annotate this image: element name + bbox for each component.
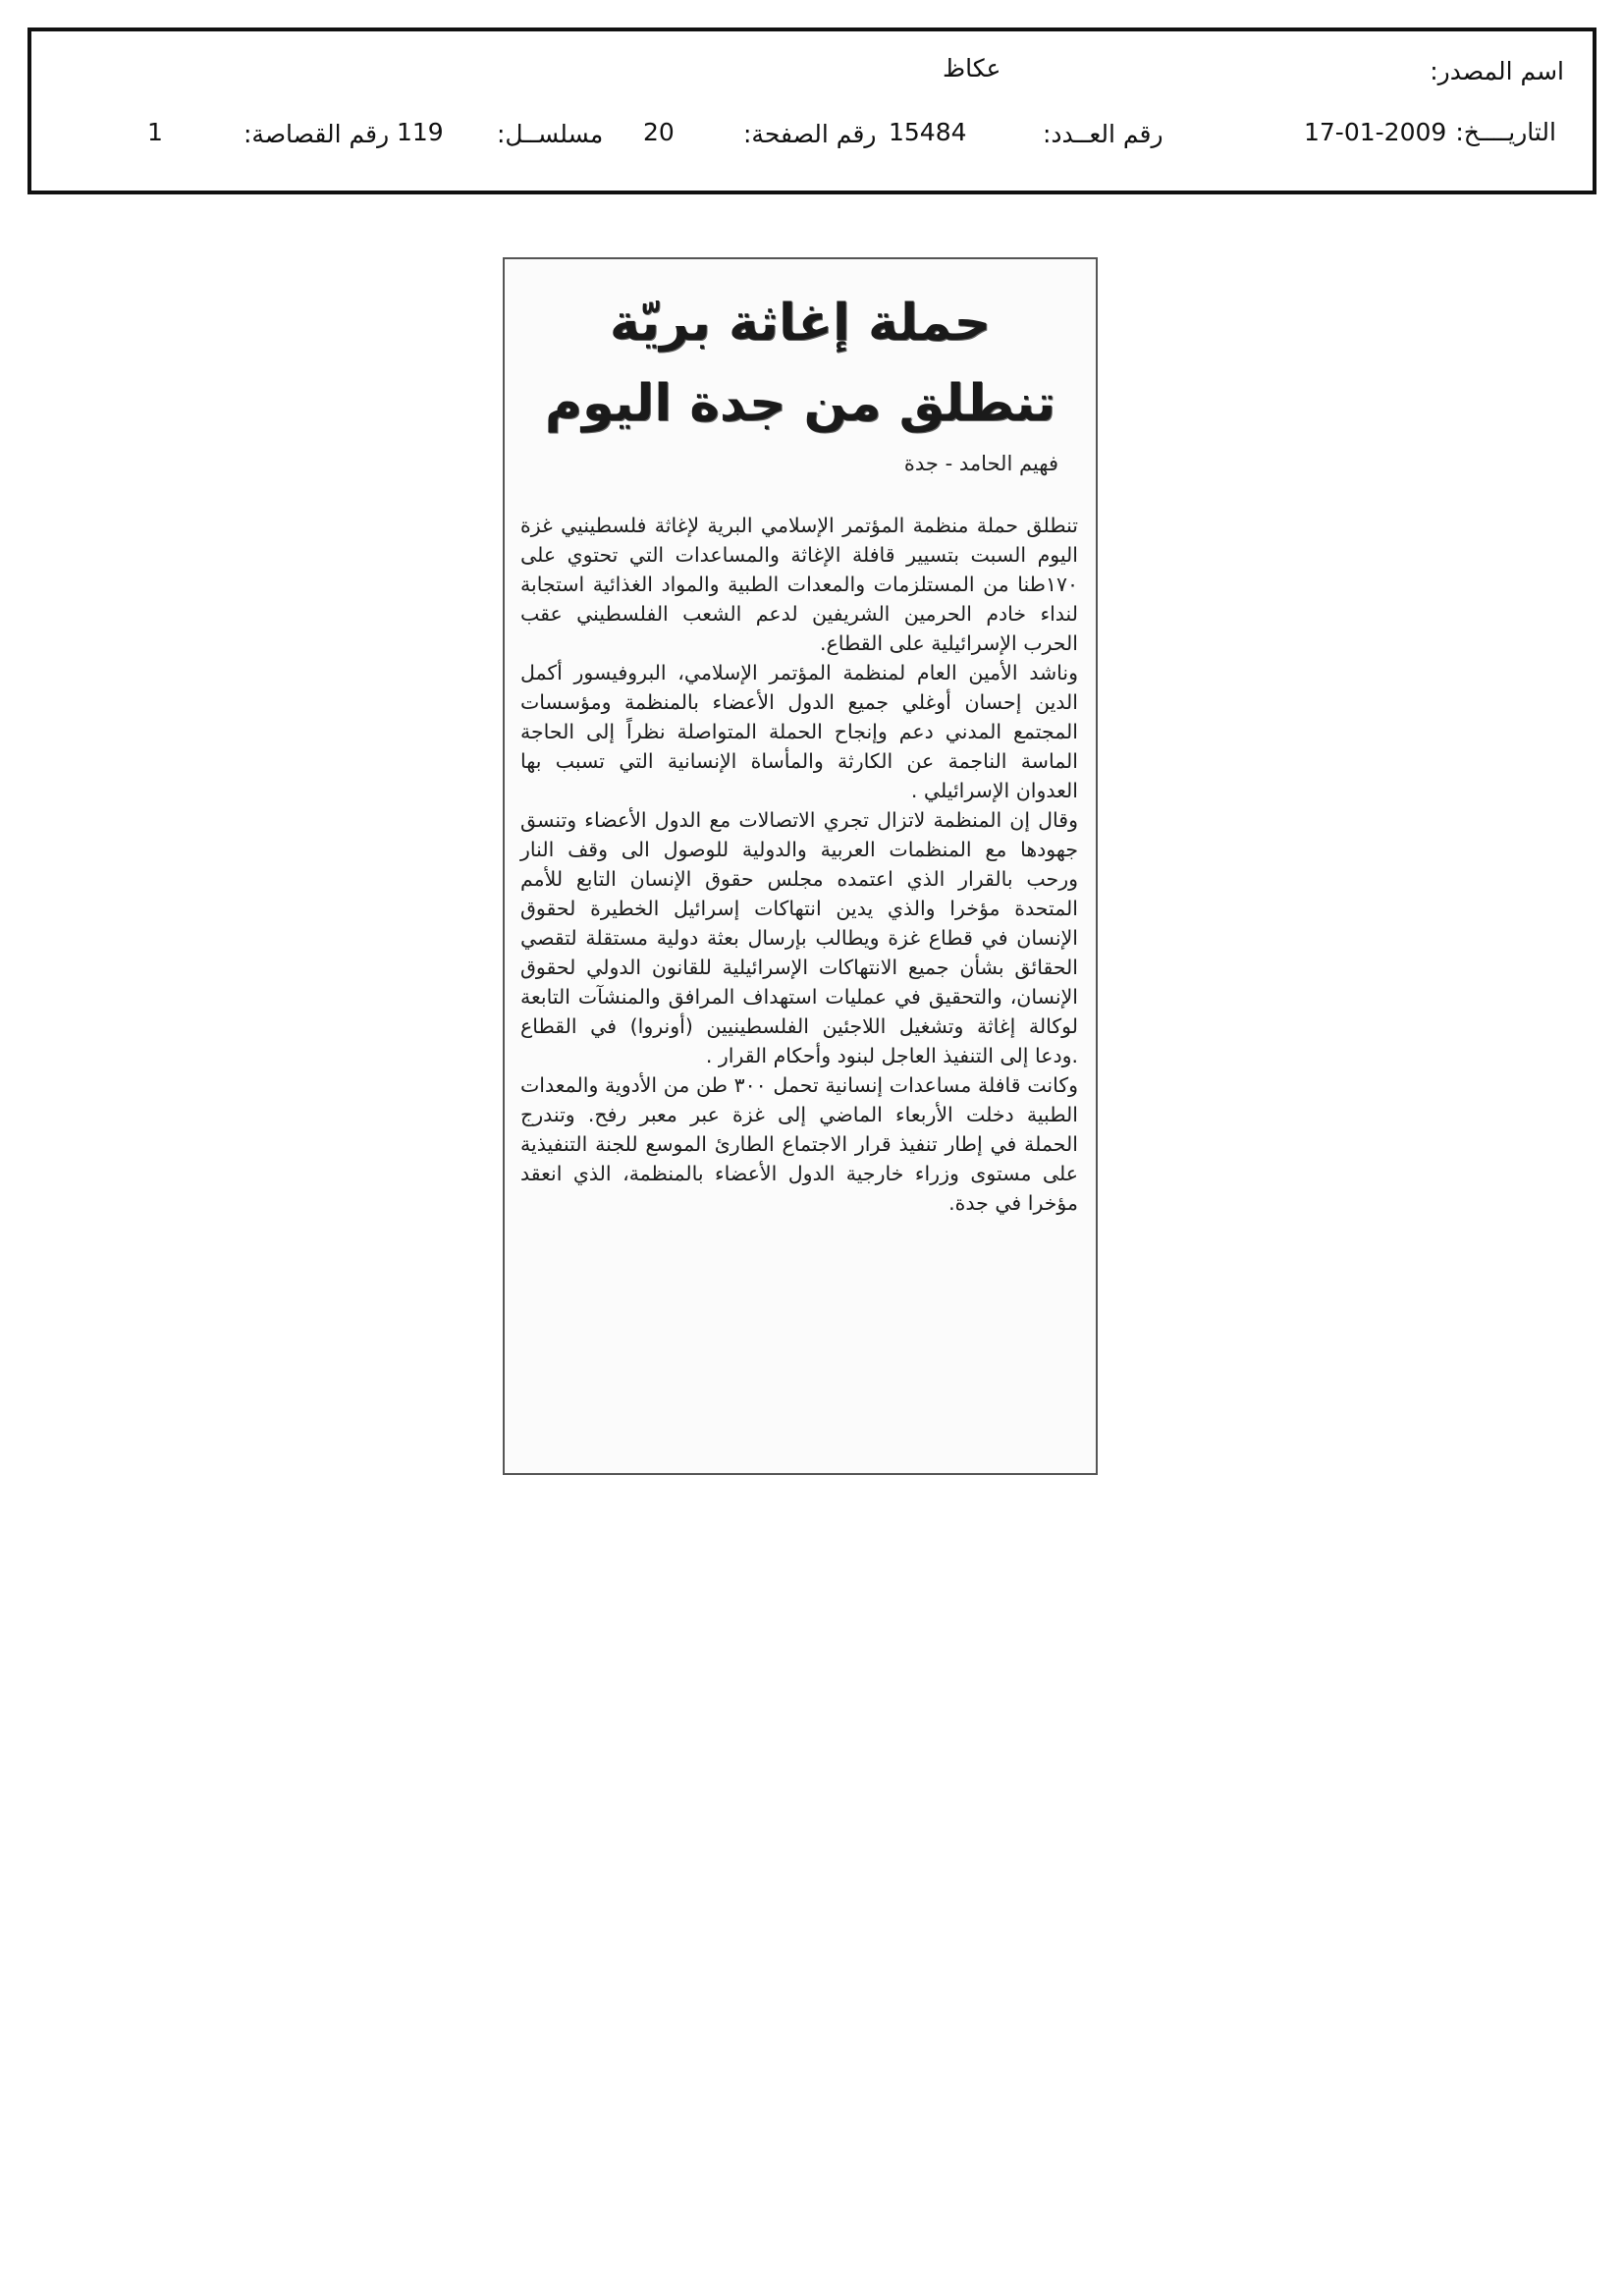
source-label: اسم المصدر: (1430, 57, 1564, 85)
article-body (520, 511, 1078, 1218)
article-paragraph: وقال إن المنظمة لاتزال تجري الاتصالات مع الدول الأعضاء وتنسق جهودها مع المنظمات العربية والدولية للوصول الى وقف النار ورحب بالقرار الذي اعتمده مجلس حقوق الإنسان التابع للأمم المتحدة مؤخرا والذي يدين انتهاكات إسرائيل الخطيرة لحقوق الإنسان في قطاع غزة ويطالب بإرسال بعثة دولية مستقلة لتقصي الحقائق بشأن جميع الانتهاكات الإسرائيلية للقانون الدولي لحقوق الإنسان، والتحقيق في عمليات استهداف المرافق والمنشآت التابعة لوكالة إغاثة وتشغيل اللاجئين الفلسطينيين (أونروا) في القطاع .ودعا إلى التنفيذ العاجل لبنود وأحكام القرار . (520, 808, 1078, 1067)
article-paragraph: وكانت قافلة مساعدات إنسانية تحمل ٣٠٠ طن من الأدوية والمعدات الطبية دخلت الأربعاء الماضي إلى غزة عبر معبر رفح. وتندرج الحملة في إطار تنفيذ قرار الاجتماع الطارئ الموسع للجنة التنفيذية على مستوى وزراء خارجية الدول الأعضاء بالمنظمة، الذي انعقد مؤخرا في جدة. (520, 1073, 1078, 1215)
header-box (27, 27, 1596, 194)
issue-value: 15484 (889, 118, 967, 146)
issue-label: رقم العــدد: (1043, 120, 1163, 148)
article-paragraph: تنطلق حملة منظمة المؤتمر الإسلامي البرية لإغاثة فلسطينيي غزة اليوم السبت بتسيير قافلة الإغاثة والمساعدات التي تحتوي على ١٧٠طنا من المستلزمات والمعدات الطبية والمواد الغذائية استجابة لنداء خادم الحرمين الشريفين لدعم الشعب الفلسطيني عقب الحرب الإسرائيلية على القطاع. (520, 514, 1078, 655)
date-label: التاريــــخ: (1455, 118, 1556, 146)
page-label: رقم الصفحة: (743, 120, 877, 148)
article-byline: فهيم الحامد - جدة (903, 452, 1058, 475)
serial-value: 119 (397, 118, 444, 146)
page-value: 20 (643, 118, 675, 146)
clipping-label: رقم القصاصة: (243, 120, 390, 148)
clipping-value: 1 (147, 118, 163, 146)
date-value: 17-01-2009 (1304, 118, 1447, 146)
article-title-line1: حملة إغاثة بريّة (609, 294, 992, 353)
article-title-line2: تنطلق من جدة اليوم (544, 374, 1056, 433)
article-paragraph: وناشد الأمين العام لمنظمة المؤتمر الإسلامي، البروفيسور أكمل الدين إحسان أوغلي جميع الدول الأعضاء بالمنظمة ومؤسسات المجتمع المدني دعم وإنجاح الحملة المتواصلة نظراً إلى الحاجة الماسة الناجمة عن الكارثة والمأساة الإنسانية التي تسبب بها العدوان الإسرائيلي . (520, 661, 1078, 802)
serial-label: مسلســل: (497, 120, 604, 148)
source-value: عكاظ (943, 54, 1001, 82)
